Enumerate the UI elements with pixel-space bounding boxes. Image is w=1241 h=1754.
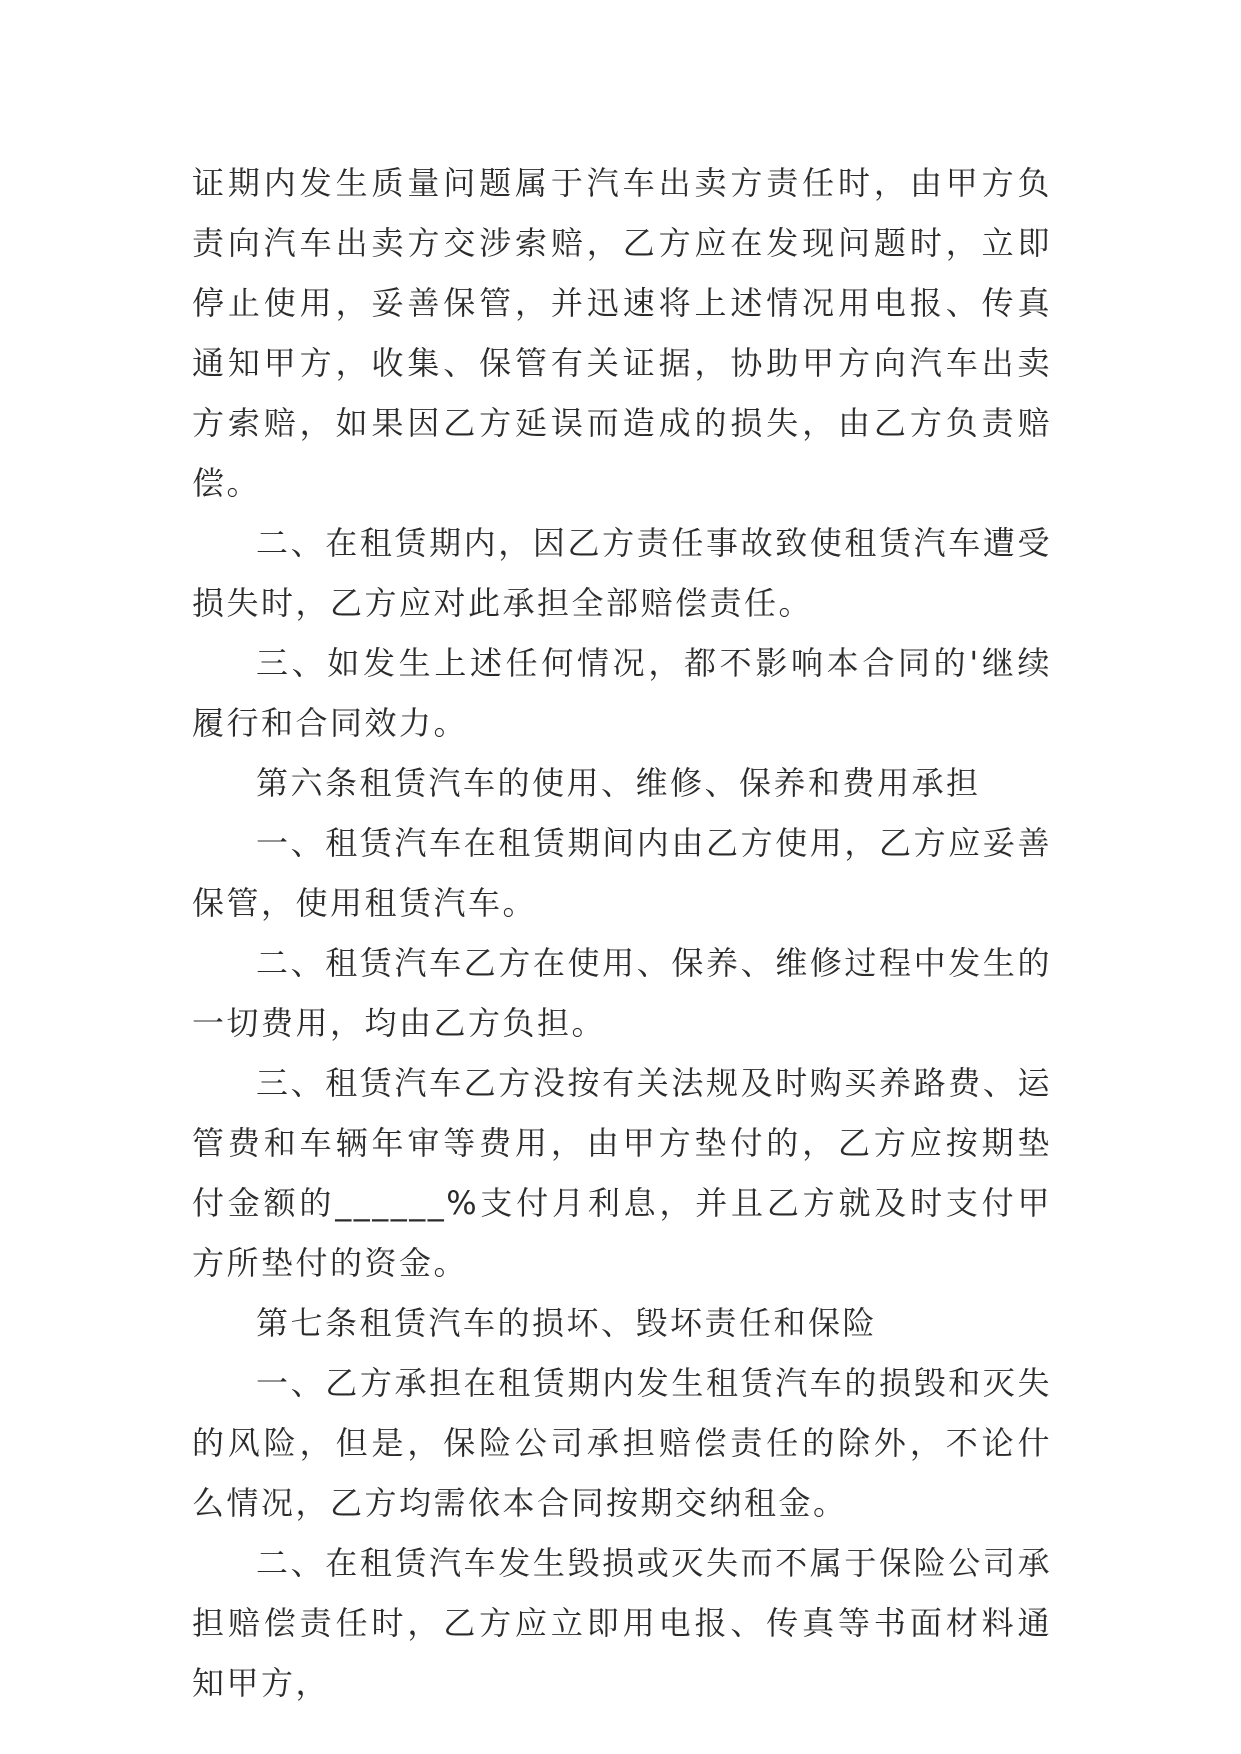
- paragraph-article-7-clause-2: 二、在租赁汽车发生毁损或灭失而不属于保险公司承担赔偿责任时，乙方应立即用电报、传真等书面材料通知甲方，: [192, 1544, 1052, 1702]
- paragraph-article-6-clause-2: 二、租赁汽车乙方在使用、保养、维修过程中发生的一切费用，均由乙方负担。: [192, 944, 1052, 1042]
- paragraph-article-7-clause-1: 一、乙方承担在租赁期内发生租赁汽车的损毁和灭失的风险，但是，保险公司承担赔偿责任的除外，不论什么情况，乙方均需依本合同按期交纳租金。: [192, 1364, 1052, 1522]
- document-body: [192, 153, 1052, 1713]
- article-7-heading: 第七条租赁汽车的损坏、毁坏责任和保险: [256, 1304, 878, 1342]
- paragraph-clause-2: 二、在租赁期内，因乙方责任事故致使租赁汽车遭受损失时，乙方应对此承担全部赔偿责任。: [192, 524, 1052, 622]
- paragraph-article-6-clause-3: 三、租赁汽车乙方没按有关法规及时购买养路费、运管费和车辆年审等费用，由甲方垫付的，乙方应按期垫付金额的______%支付月利息，并且乙方就及时支付甲方所垫付的资金。: [192, 1064, 1052, 1282]
- article-6-heading: 第六条租赁汽车的使用、维修、保养和费用承担: [256, 764, 981, 802]
- paragraph-clause-3: 三、如发生上述任何情况，都不影响本合同的'继续履行和合同效力。: [192, 644, 1052, 742]
- paragraph-article-6-clause-1: 一、租赁汽车在租赁期间内由乙方使用，乙方应妥善保管，使用租赁汽车。: [192, 824, 1052, 922]
- paragraph-continued: 证期内发生质量问题属于汽车出卖方责任时，由甲方负责向汽车出卖方交涉索赔，乙方应在发现问题时，立即停止使用，妥善保管，并迅速将上述情况用电报、传真通知甲方，收集、保管有关证据，协助甲方向汽车出卖方索赔，如果因乙方延误而造成的损失，由乙方负责赔偿。: [192, 164, 1052, 502]
